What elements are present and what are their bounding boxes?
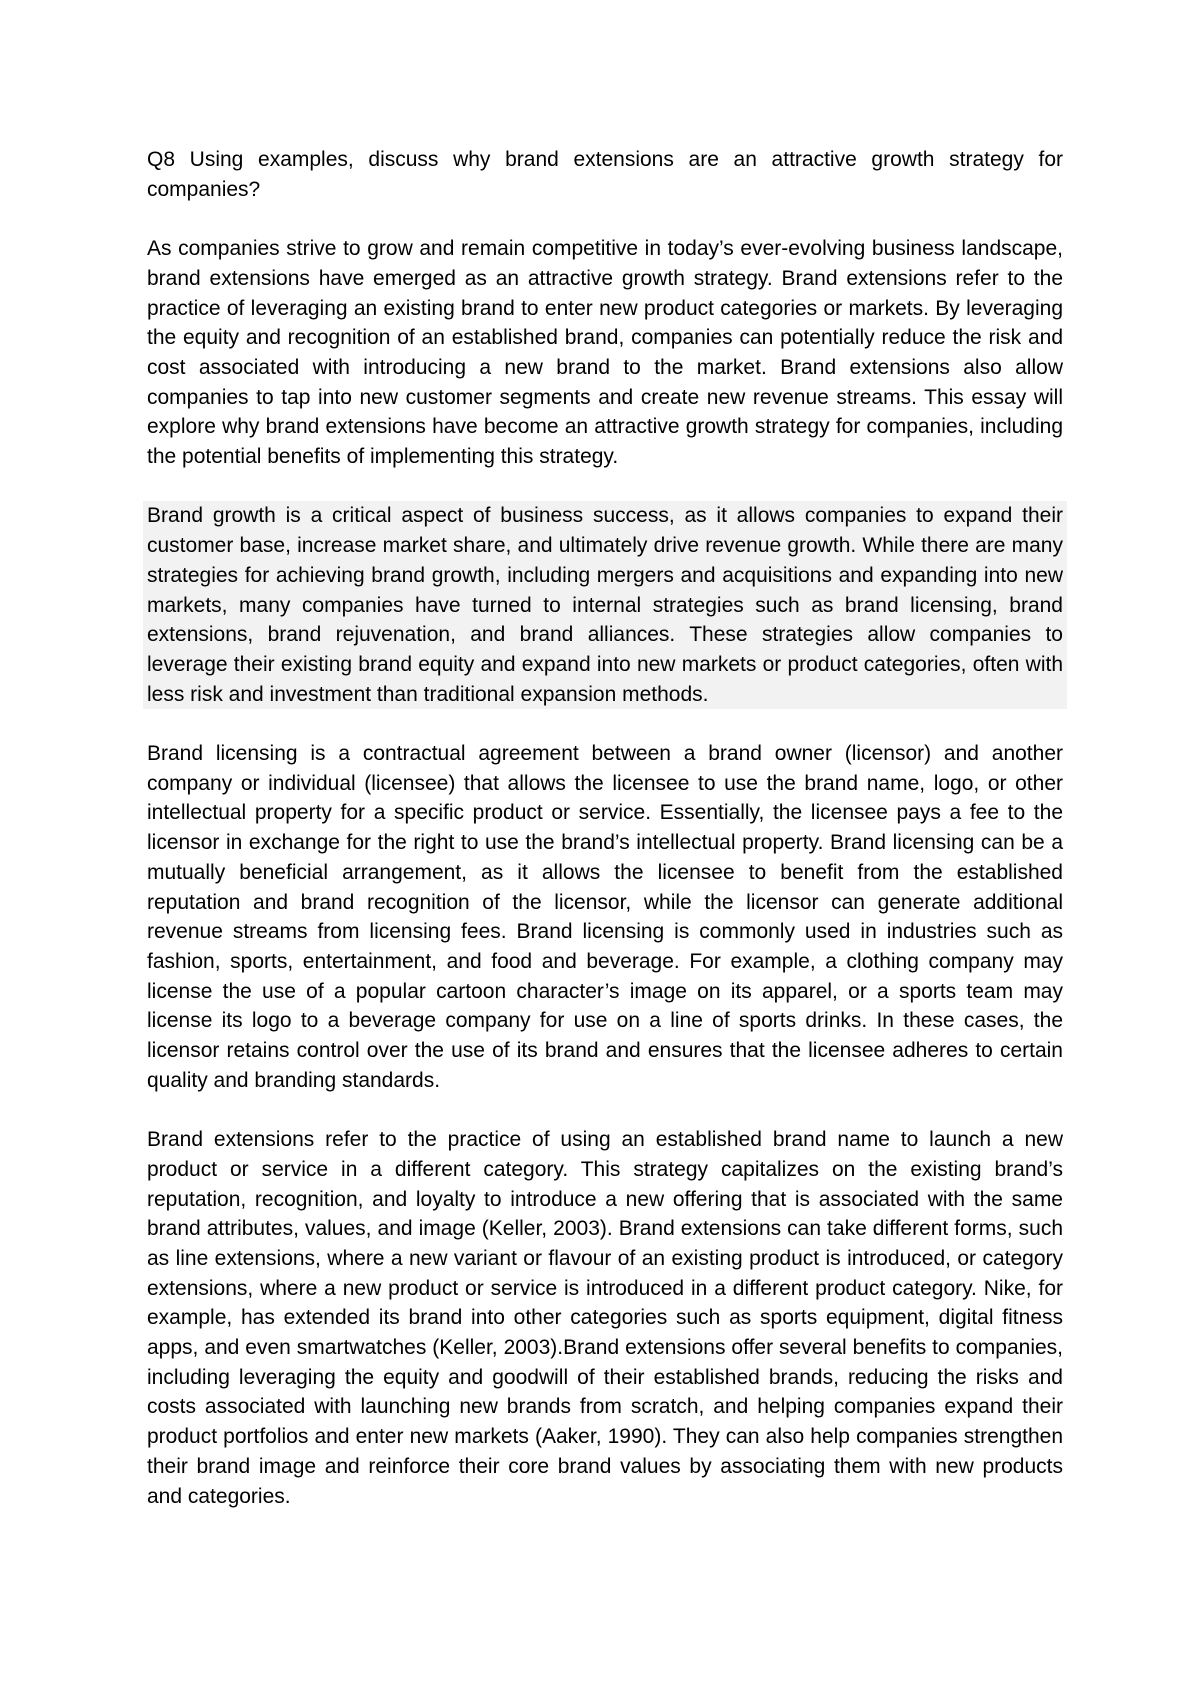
paragraph-brand-growth: Brand growth is a critical aspect of business success, as it allows companies to expand their customer base, increase market share, and ultimately drive revenue growth. While there are many strategies for achieving brand growth, including mergers and acquisitions and expanding into new markets, many companies have turned to internal strategies such as brand licensing, brand extensions, brand rejuvenation, and brand alliances. These strategies allow companies to leverage their existing brand equity and expand into new markets or product categories, often with less risk and investment than traditional expansion methods. — [143, 501, 1067, 709]
paragraph-introduction: As companies strive to grow and remain competitive in today’s ever-evolving business landscape, brand extensions have emerged as an attractive growth strategy. Brand extensions refer to the practice of leveraging an existing brand to enter new product categories or markets. By leveraging the equity and recognition of an established brand, companies can potentially reduce the risk and cost associated with introducing a new brand to the market. Brand extensions also allow companies to tap into new customer segments and create new revenue streams. This essay will explore why brand extensions have become an attractive growth strategy for companies, including the potential benefits of implementing this strategy. — [147, 237, 1063, 469]
question-heading: Q8 Using examples, discuss why brand extensions are an attractive growth strategy for companies? — [147, 148, 1063, 201]
paragraph-brand-extensions: Brand extensions refer to the practice of using an established brand name to launch a new product or service in a different category. This strategy capitalizes on the existing brand’s reputation, recognition, and loyalty to introduce a new offering that is associated with the same brand attributes, values, and image (Keller, 2003). Brand extensions can take different forms, such as line extensions, where a new variant or flavour of an existing product is introduced, or category extensions, where a new product or service is introduced in a different product category. Nike, for example, has extended its brand into other categories such as sports equipment, digital fitness apps, and even smartwatches (Keller, 2003).Brand extensions offer several benefits to companies, including leveraging the equity and goodwill of their established brands, reducing the risks and costs associated with launching new brands from scratch, and helping companies expand their product portfolios and enter new markets (Aaker, 1990). They can also help companies strengthen their brand image and reinforce their core brand values by associating them with new products and categories. — [147, 1128, 1063, 1508]
paragraph-brand-licensing: Brand licensing is a contractual agreement between a brand owner (licensor) and another company or individual (licensee) that allows the licensee to use the brand name, logo, or other intellectual property for a specific product or service. Essentially, the licensee pays a fee to the licensor in exchange for the right to use the brand’s intellectual property. Brand licensing can be a mutually beneficial arrangement, as it allows the licensee to benefit from the established reputation and brand recognition of the licensor, while the licensor can generate additional revenue streams from licensing fees. Brand licensing is commonly used in industries such as fashion, sports, entertainment, and food and beverage. For example, a clothing company may license the use of a popular cartoon character’s image on its apparel, or a sports team may license its logo to a beverage company for use on a line of sports drinks. In these cases, the licensor retains control over the use of its brand and ensures that the licensee adheres to certain quality and branding standards. — [147, 742, 1063, 1092]
document-page — [147, 145, 1063, 1541]
